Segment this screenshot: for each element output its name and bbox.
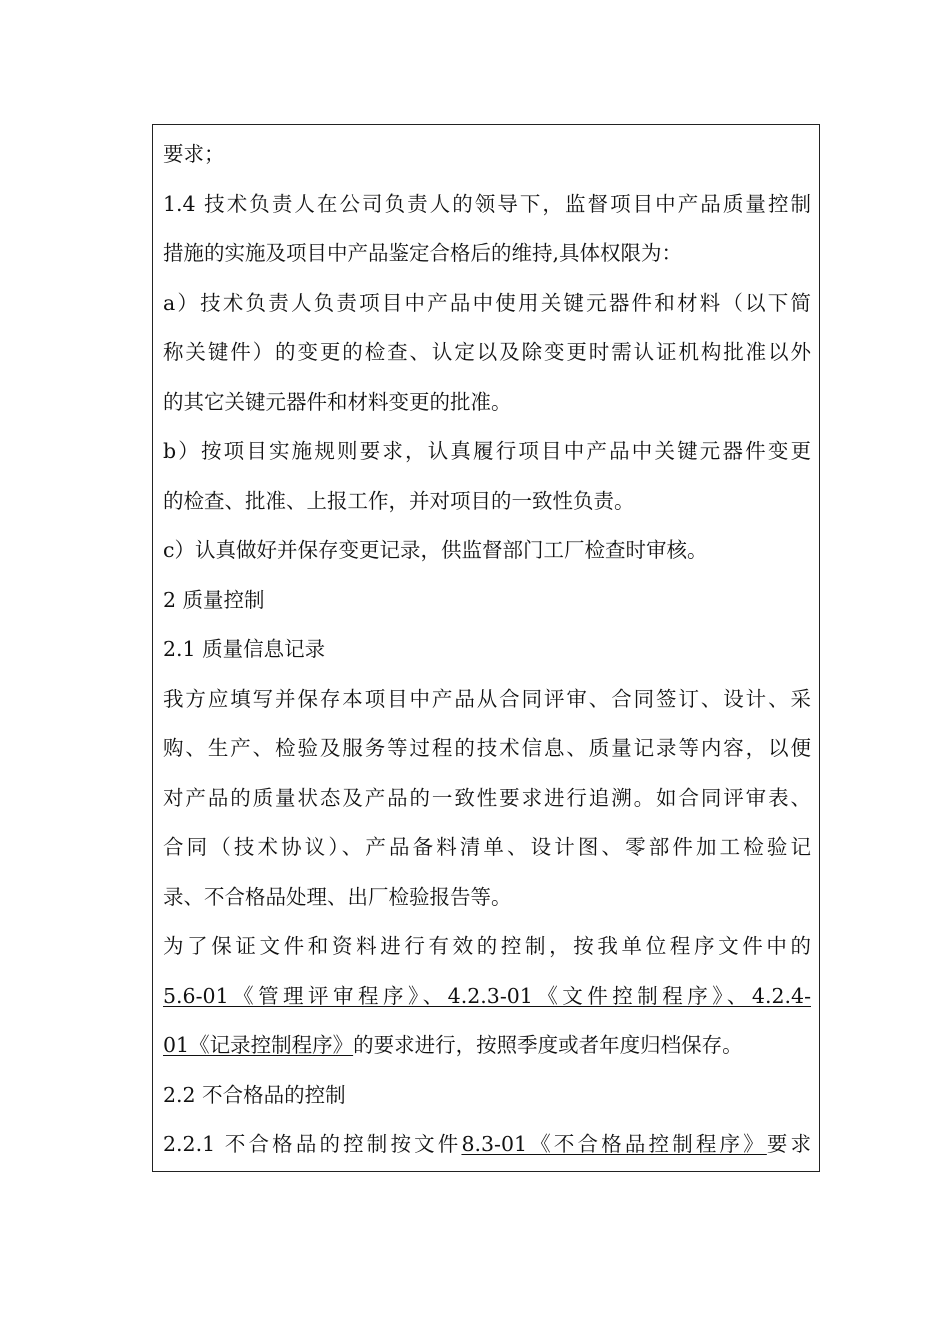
text-line	[163, 378, 811, 428]
line-text: 2.2.1 不合格品的控制按文件	[163, 1132, 462, 1156]
line-text: 购、生产、检验及服务等过程的技术信息、质量记录等内容，以便	[163, 736, 811, 760]
line-text: 要求；	[163, 142, 225, 166]
line-text: 2.1 质量信息记录	[163, 637, 326, 661]
text-line	[163, 724, 811, 774]
line-text: 合同（技术协议）、产品备料清单、设计图、零部件加工检验记	[163, 835, 811, 859]
item-b-line	[163, 427, 811, 477]
text-line	[163, 823, 811, 873]
section-2-1-heading	[163, 625, 811, 675]
line-text: 的要求进行，按照季度或者年度归档保存。	[353, 1033, 743, 1057]
line-text: 对产品的质量状态及产品的一致性要求进行追溯。如合同评审表、	[163, 785, 811, 810]
procedure-reference-line	[163, 1021, 811, 1071]
line-text: 为了保证文件和资料进行有效的控制，按我单位程序文件中的	[163, 934, 811, 958]
line-text: 的检查、批准、上报工作，并对项目的一致性负责。	[163, 488, 635, 513]
line-text: b）按项目实施规则要求，认真履行项目中产品中关键元器件变更	[163, 439, 811, 463]
item-c-line	[163, 526, 811, 576]
text-line	[163, 675, 811, 725]
document-body	[163, 130, 811, 1170]
line-text: 2 质量控制	[163, 587, 265, 612]
line-text: 措施的实施及项目中产品鉴定合格后的维持,具体权限为：	[163, 241, 683, 265]
text-line	[163, 774, 811, 824]
line-text: 1.4 技术负责人在公司负责人的领导下，监督项目中产品质量控制	[163, 191, 811, 216]
procedure-reference: 8.3-01《不合格品控制程序》	[461, 1132, 767, 1156]
line-text: c）认真做好并保存变更记录，供监督部门工厂检查时审核。	[163, 538, 708, 562]
item-a-line	[163, 279, 811, 329]
line-text: 我方应填写并保存本项目中产品从合同评审、合同签订、设计、采	[163, 686, 811, 711]
section-2-heading	[163, 576, 811, 626]
text-line	[163, 873, 811, 923]
line-text: 2.2 不合格品的控制	[163, 1082, 346, 1107]
procedure-reference: 01《记录控制程序》	[163, 1033, 354, 1057]
section-1-4-line	[163, 180, 811, 230]
text-line	[163, 229, 811, 279]
line-text: 录、不合格品处理、出厂检验报告等。	[163, 884, 512, 909]
text-line	[163, 477, 811, 527]
section-2-2-1-line	[163, 1120, 811, 1170]
line-text: 的其它关键元器件和材料变更的批准。	[163, 389, 512, 414]
line-text: a）技术负责人负责项目中产品中使用关键元器件和材料（以下简	[163, 290, 811, 315]
document-table-cell	[152, 124, 820, 1172]
text-line	[163, 328, 811, 378]
section-2-2-heading	[163, 1071, 811, 1121]
text-line	[163, 130, 811, 180]
procedure-reference-line	[163, 972, 811, 1022]
procedure-reference: 5.6-01《管理评审程序》、4.2.3-01《文件控制程序》、4.2.4-	[163, 983, 811, 1008]
text-line	[163, 922, 811, 972]
line-text: 要求	[766, 1132, 811, 1156]
line-text: 称关键件）的变更的检查、认定以及除变更时需认证机构批准以外	[163, 340, 811, 364]
